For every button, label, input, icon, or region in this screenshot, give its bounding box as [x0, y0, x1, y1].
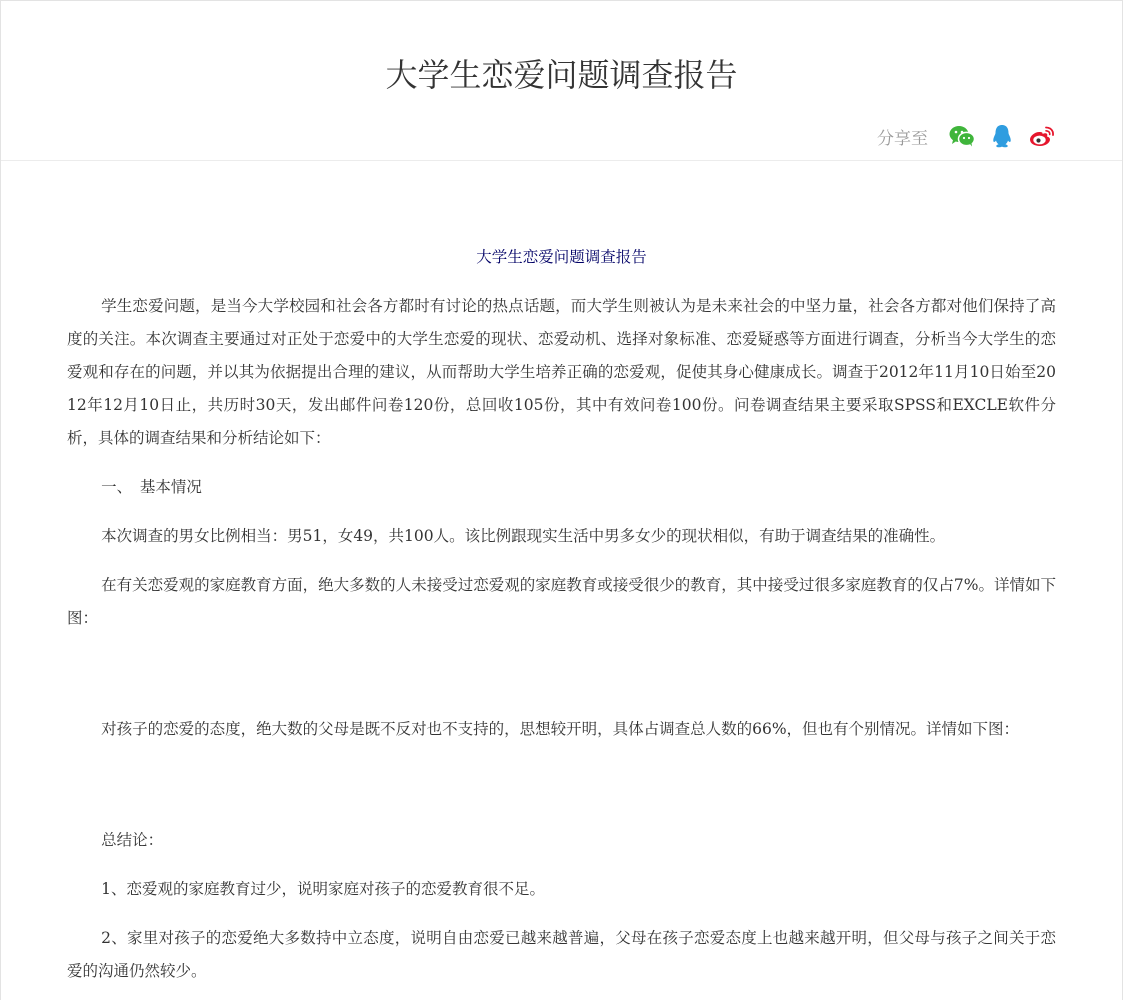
qq-icon[interactable] — [988, 122, 1016, 150]
intro-paragraph: 学生恋爱问题，是当今大学校园和社会各方都时有讨论的热点话题，而大学生则被认为是未来社会的中坚力量，社会各方都对他们保持了高度的关注。本次调查主要通过对正处于恋爱中的大学生恋爱的现状、恋爱动机、选择对象标准、恋爱疑惑等方面进行调查，分析当今大学生的恋爱观和存在的问题，并以其为依据提出合理的建议，从而帮助大学生培养正确的恋爱观，促使其身心健康成长。调查于2012年11月10日始至2012年12月10日止，共历时30天，发出邮件问卷120份，总回收105份，其中有效问卷100份。问卷调查结果主要采取SPSS和EXCLE软件分析，具体的调查结果和分析结论如下： — [67, 297, 1056, 447]
conclusion-item: 1、恋爱观的家庭教育过少，说明家庭对孩子的恋爱教育很不足。 — [101, 880, 545, 898]
paragraph: 本次调查的男女比例相当：男51，女49，共100人。该比例跟现实生活中男多女少的现状相似，有助于调查结果的准确性。 — [101, 527, 946, 545]
figure-placeholder — [67, 762, 1056, 824]
section-heading: 一、 基本情况 — [101, 478, 202, 496]
article-body — [1, 161, 1122, 988]
article-header — [1, 1, 1122, 161]
conclusion-heading: 总结论： — [101, 831, 164, 849]
weibo-icon[interactable] — [1028, 122, 1056, 150]
paragraph: 对孩子的恋爱的态度，绝大数的父母是既不反对也不支持的，思想较开明，具体占调查总人数的66%，但也有个别情况。详情如下图： — [101, 720, 1020, 738]
conclusion-item: 2、家里对孩子的恋爱绝大多数持中立态度，说明自由恋爱已越来越普遍，父母在孩子恋爱态度上也越来越开明，但父母与孩子之间关于恋爱的沟通仍然较少。 — [67, 929, 1056, 980]
paragraph: 在有关恋爱观的家庭教育方面，绝大多数的人未接受过恋爱观的家庭教育或接受很少的教育，其中接受过很多家庭教育的仅占7%。详情如下图： — [67, 576, 1056, 627]
share-bar — [877, 121, 1062, 151]
wechat-icon[interactable] — [948, 122, 976, 150]
article-title: 大学生恋爱问题调查报告 — [476, 248, 647, 266]
share-label: 分享至 — [877, 128, 928, 149]
figure-placeholder — [67, 651, 1056, 713]
page-title: 大学生恋爱问题调查报告 — [385, 56, 738, 94]
